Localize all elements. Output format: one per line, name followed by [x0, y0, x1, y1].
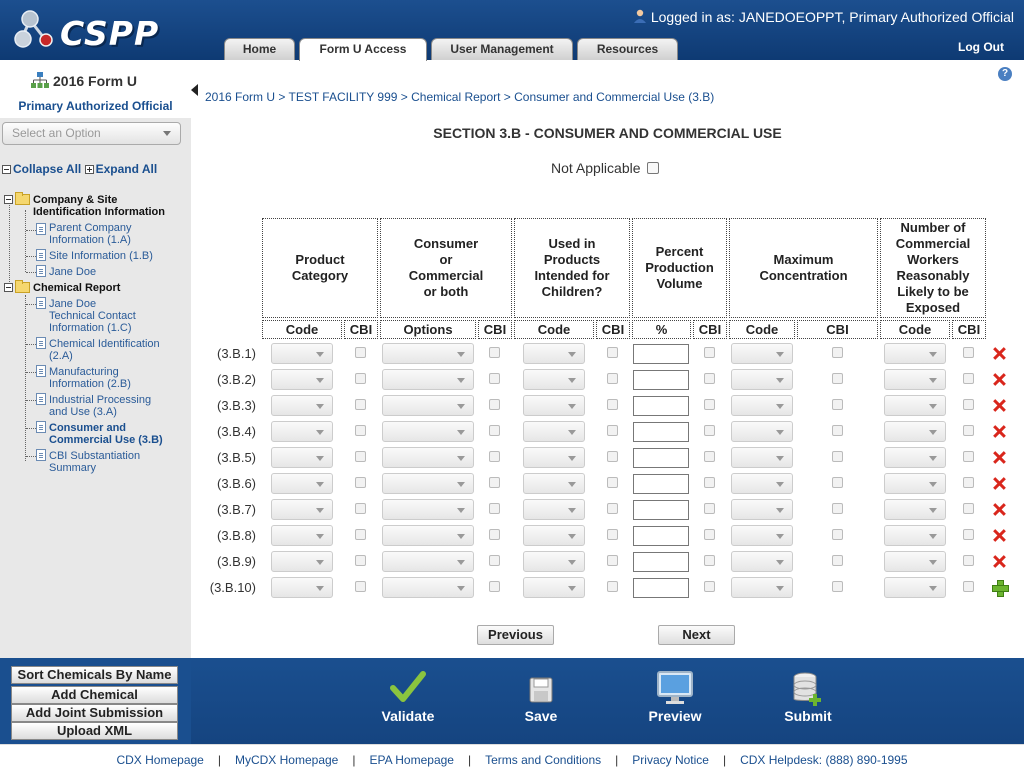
- cspp-logo: [14, 8, 160, 53]
- consumer-commercial-select[interactable]: [382, 499, 474, 520]
- delete-row-icon[interactable]: [993, 399, 1006, 412]
- percent-volume-input[interactable]: [633, 552, 689, 572]
- not-applicable-checkbox[interactable]: [647, 162, 659, 174]
- max-concentration-cbi-checkbox[interactable]: [832, 425, 843, 436]
- document-icon: [36, 393, 46, 405]
- tree-item-consumer-commercial-use[interactable]: [49, 422, 163, 446]
- percent-volume-input[interactable]: [633, 344, 689, 364]
- collapse-icon[interactable]: [4, 283, 13, 292]
- percent-volume-cbi-checkbox[interactable]: [704, 347, 715, 358]
- form-title-text: 2016 Form U: [53, 73, 138, 89]
- delete-row-icon[interactable]: [993, 373, 1006, 386]
- link-separator: |: [467, 753, 472, 767]
- document-icon: [36, 297, 46, 309]
- percent-volume-input[interactable]: [633, 526, 689, 546]
- user-role: Primary Authorized Official: [18, 99, 173, 113]
- consumer-commercial-select[interactable]: [382, 447, 474, 468]
- option-select-placeholder: Select an Option: [12, 126, 101, 140]
- delete-row-icon[interactable]: [993, 529, 1006, 542]
- max-concentration-select[interactable]: [731, 577, 793, 598]
- product-category-select[interactable]: [271, 343, 333, 364]
- page-title: SECTION 3.B - CONSUMER AND COMMERCIAL USE: [433, 125, 782, 141]
- children-products-select[interactable]: [523, 421, 585, 442]
- link-separator: |: [217, 753, 221, 767]
- max-concentration-select[interactable]: [731, 343, 793, 364]
- workers-exposed-cbi-checkbox[interactable]: [963, 503, 974, 514]
- workers-exposed-cbi-checkbox[interactable]: [963, 451, 974, 462]
- percent-volume-input[interactable]: [633, 500, 689, 520]
- children-products-cbi-checkbox[interactable]: [607, 477, 618, 488]
- submit-label: Submit: [784, 708, 832, 724]
- percent-volume-input[interactable]: [633, 396, 689, 416]
- row-label: (3.B.7): [216, 502, 256, 517]
- product-category-select[interactable]: [271, 525, 333, 546]
- tree-item-label: Summary: [49, 462, 97, 474]
- tree-item-label: Jane Doe: [49, 266, 97, 278]
- sub-cbi: CBI: [693, 320, 727, 339]
- max-concentration-select[interactable]: [731, 551, 793, 572]
- max-concentration-select[interactable]: [731, 395, 793, 416]
- tree-item-label: Information (1.A): [49, 234, 131, 246]
- consumer-commercial-select[interactable]: [382, 369, 474, 390]
- add-joint-submission-button[interactable]: Add Joint Submission: [11, 704, 178, 722]
- percent-volume-input[interactable]: [633, 422, 689, 442]
- upload-xml-button[interactable]: Upload XML: [11, 722, 178, 740]
- sidebar-collapse-icon[interactable]: [191, 84, 198, 96]
- tree-item-technical-contact[interactable]: [49, 298, 136, 334]
- next-button[interactable]: Next: [658, 625, 735, 645]
- previous-button[interactable]: Previous: [477, 625, 554, 645]
- max-concentration-cbi-checkbox[interactable]: [832, 347, 843, 358]
- footer-links: [0, 744, 1024, 775]
- product-category-cbi-checkbox[interactable]: [355, 529, 366, 540]
- sub-code: Code: [880, 320, 950, 339]
- product-category-select[interactable]: [271, 421, 333, 442]
- tab-home[interactable]: Home: [224, 38, 295, 60]
- tree-item-label: (2.A): [49, 350, 73, 362]
- column-title-line: Maximum: [773, 252, 834, 267]
- max-concentration-cbi-checkbox[interactable]: [832, 399, 843, 410]
- folder-icon: [15, 194, 30, 205]
- tree-item-cbi-substantiation[interactable]: [49, 450, 140, 474]
- footer-link[interactable]: CDX Homepage: [116, 753, 204, 767]
- col-product-category: [262, 218, 378, 318]
- document-icon: [36, 223, 46, 235]
- percent-volume-input[interactable]: [633, 370, 689, 390]
- tab-resources[interactable]: Resources: [577, 38, 678, 60]
- monitor-icon: [657, 671, 693, 705]
- children-products-select[interactable]: [523, 525, 585, 546]
- column-title-line: Commercial: [895, 236, 971, 251]
- children-products-cbi-checkbox[interactable]: [607, 425, 618, 436]
- consumer-commercial-cbi-checkbox[interactable]: [489, 373, 500, 384]
- checkmark-icon: [390, 670, 426, 704]
- max-concentration-select[interactable]: [731, 525, 793, 546]
- tree-group-company-site-label[interactable]: [33, 194, 165, 218]
- not-applicable: [551, 160, 641, 176]
- children-products-cbi-checkbox[interactable]: [607, 503, 618, 514]
- percent-volume-cbi-checkbox[interactable]: [704, 581, 715, 592]
- tree-group-chemical-report-label[interactable]: [33, 282, 120, 294]
- product-category-cbi-checkbox[interactable]: [355, 451, 366, 462]
- tree-item-label: and Use (3.A): [49, 406, 117, 418]
- consumer-commercial-select[interactable]: [382, 525, 474, 546]
- workers-exposed-cbi-checkbox[interactable]: [963, 477, 974, 488]
- sub-cbi: CBI: [478, 320, 512, 339]
- workers-exposed-cbi-checkbox[interactable]: [963, 399, 974, 410]
- product-category-cbi-checkbox[interactable]: [355, 425, 366, 436]
- breadcrumb: 2016 Form U > TEST FACILITY 999 > Chemical Report > Consumer and Commercial Use (3.B): [205, 90, 715, 104]
- product-category-select[interactable]: [271, 551, 333, 572]
- collapse-icon[interactable]: [2, 165, 11, 174]
- col-consumer-commercial: [380, 218, 512, 318]
- children-products-select[interactable]: [523, 473, 585, 494]
- children-products-select[interactable]: [523, 395, 585, 416]
- consumer-commercial-cbi-checkbox[interactable]: [489, 477, 500, 488]
- children-products-select[interactable]: [523, 447, 585, 468]
- consumer-commercial-cbi-checkbox[interactable]: [489, 555, 500, 566]
- column-title-line: Workers: [907, 252, 959, 267]
- document-icon: [36, 249, 46, 261]
- column-title-line: Intended for: [534, 268, 610, 283]
- logo-text: CSPP: [60, 14, 160, 53]
- sort-chemicals-button[interactable]: Sort Chemicals By Name: [11, 666, 178, 684]
- percent-volume-cbi-checkbox[interactable]: [704, 425, 715, 436]
- delete-row-icon[interactable]: [993, 451, 1006, 464]
- sub-cbi: CBI: [797, 320, 878, 339]
- tree-item-parent-company[interactable]: [49, 222, 132, 246]
- children-products-cbi-checkbox[interactable]: [607, 555, 618, 566]
- logged-in-label: Logged in as:: [650, 9, 735, 25]
- workers-exposed-select[interactable]: [884, 343, 946, 364]
- product-category-select[interactable]: [271, 577, 333, 598]
- link-separator: |: [722, 753, 727, 767]
- column-title-line: Likely to be: [897, 284, 969, 299]
- product-category-cbi-checkbox[interactable]: [355, 581, 366, 592]
- children-products-select[interactable]: [523, 369, 585, 390]
- product-category-cbi-checkbox[interactable]: [355, 347, 366, 358]
- document-icon: [36, 421, 46, 433]
- collapse-icon[interactable]: [4, 195, 13, 204]
- max-concentration-cbi-checkbox[interactable]: [832, 373, 843, 384]
- percent-volume-cbi-checkbox[interactable]: [704, 399, 715, 410]
- product-category-select[interactable]: [271, 499, 333, 520]
- column-title-line: Percent: [655, 244, 704, 259]
- sub-cbi: CBI: [596, 320, 630, 339]
- max-concentration-cbi-checkbox[interactable]: [832, 529, 843, 540]
- footer-link[interactable]: Privacy Notice: [632, 753, 709, 767]
- row-label: (3.B.1): [216, 346, 256, 361]
- workers-exposed-select[interactable]: [884, 369, 946, 390]
- option-select[interactable]: [2, 122, 181, 145]
- logout-link[interactable]: Log Out: [958, 40, 1004, 54]
- consumer-commercial-cbi-checkbox[interactable]: [489, 503, 500, 514]
- row-label: (3.B.3): [216, 398, 256, 413]
- children-products-cbi-checkbox[interactable]: [607, 399, 618, 410]
- col-max-concentration: [729, 218, 878, 318]
- consumer-commercial-cbi-checkbox[interactable]: [489, 347, 500, 358]
- sub-code: Code: [514, 320, 594, 339]
- tree-item-label: Information (1.C): [49, 322, 132, 334]
- max-concentration-select[interactable]: [731, 473, 793, 494]
- row-label: (3.B.4): [216, 424, 256, 439]
- link-separator: |: [352, 753, 356, 767]
- sidebar-actions: [0, 658, 191, 744]
- save-button[interactable]: [491, 658, 591, 744]
- tree-group-chemical-report[interactable]: [4, 282, 31, 294]
- workers-exposed-select[interactable]: [884, 395, 946, 416]
- tree-item-site-information[interactable]: [49, 250, 153, 262]
- column-title: [292, 252, 348, 284]
- tree-item-jane-doe[interactable]: [49, 266, 96, 278]
- consumer-commercial-select[interactable]: [382, 343, 474, 364]
- document-icon: [36, 337, 46, 349]
- tree-group-label: Identification Information: [33, 206, 165, 218]
- consumer-commercial-cbi-checkbox[interactable]: [489, 529, 500, 540]
- percent-volume-cbi-checkbox[interactable]: [704, 529, 715, 540]
- product-category-select[interactable]: [271, 473, 333, 494]
- row-label: (3.B.9): [216, 554, 256, 569]
- children-products-select[interactable]: [523, 343, 585, 364]
- row-label: (3.B.6): [216, 476, 256, 491]
- column-title: [534, 236, 609, 300]
- workers-exposed-cbi-checkbox[interactable]: [963, 581, 974, 592]
- product-category-select[interactable]: [271, 395, 333, 416]
- collapse-all-link[interactable]: Collapse All: [13, 162, 82, 176]
- children-products-select[interactable]: [523, 551, 585, 572]
- column-title-line: Production: [645, 260, 714, 275]
- percent-volume-cbi-checkbox[interactable]: [704, 451, 715, 462]
- column-title-line: Children?: [541, 284, 603, 299]
- percent-volume-input[interactable]: [633, 448, 689, 468]
- children-products-select[interactable]: [523, 577, 585, 598]
- column-title-line: Category: [291, 268, 349, 283]
- sub-percent: %: [632, 320, 691, 339]
- footer-link[interactable]: MyCDX Homepage: [234, 753, 339, 767]
- column-title-line: Concentration: [759, 268, 848, 283]
- sidebar: [0, 60, 191, 658]
- delete-row-icon[interactable]: [993, 503, 1006, 516]
- add-row-icon[interactable]: [992, 580, 1007, 595]
- org-chart-icon: [31, 72, 49, 88]
- max-concentration-select[interactable]: [731, 447, 793, 468]
- validate-button[interactable]: [358, 658, 458, 744]
- tree-group-label: Chemical Report: [33, 282, 121, 294]
- sub-cbi: CBI: [344, 320, 378, 339]
- submit-button[interactable]: [758, 658, 858, 744]
- column-title-line: Volume: [656, 276, 703, 291]
- folder-icon: [15, 282, 30, 293]
- database-add-icon: [793, 672, 823, 706]
- validate-label: Validate: [381, 708, 435, 724]
- column-title-line: Used in: [548, 236, 596, 251]
- children-products-cbi-checkbox[interactable]: [607, 373, 618, 384]
- workers-exposed-select[interactable]: [884, 473, 946, 494]
- help-icon[interactable]: ?: [998, 67, 1012, 81]
- column-title: [896, 220, 970, 316]
- consumer-commercial-select[interactable]: [382, 421, 474, 442]
- consumer-commercial-select[interactable]: [382, 473, 474, 494]
- preview-button[interactable]: [625, 658, 725, 744]
- tree-item-manufacturing[interactable]: [49, 366, 131, 390]
- percent-volume-cbi-checkbox[interactable]: [704, 373, 715, 384]
- consumer-commercial-cbi-checkbox[interactable]: [489, 451, 500, 462]
- column-title: [759, 252, 847, 284]
- children-products-cbi-checkbox[interactable]: [607, 347, 618, 358]
- delete-row-icon[interactable]: [993, 425, 1006, 438]
- consumer-commercial-select[interactable]: [382, 395, 474, 416]
- max-concentration-select[interactable]: [731, 499, 793, 520]
- percent-volume-input[interactable]: [633, 578, 689, 598]
- column-title-line: or both: [423, 284, 469, 299]
- children-products-cbi-checkbox[interactable]: [607, 451, 618, 462]
- footer-link[interactable]: CDX Helpdesk: (888) 890-1995: [740, 753, 908, 767]
- max-concentration-cbi-checkbox[interactable]: [832, 477, 843, 488]
- sidebar-header: [0, 60, 191, 118]
- column-title-line: or: [439, 252, 453, 267]
- link-separator: |: [615, 753, 619, 767]
- tree-item-label: Parent Company: [49, 222, 132, 234]
- tree-group-label: Company & Site: [33, 194, 118, 206]
- column-title: [409, 236, 483, 300]
- tab-user-management[interactable]: User Management: [431, 38, 573, 60]
- column-title-line: Commercial: [408, 268, 484, 283]
- max-concentration-select[interactable]: [731, 369, 793, 390]
- sub-options: Options: [380, 320, 476, 339]
- tab-form-u-access[interactable]: Form U Access: [299, 38, 427, 61]
- delete-row-icon[interactable]: [993, 477, 1006, 490]
- tree-item-label: Consumer and: [49, 422, 127, 434]
- sub-cbi: CBI: [952, 320, 986, 339]
- preview-label: Preview: [648, 708, 702, 724]
- column-title-line: Consumer: [413, 236, 479, 251]
- tree-item-label: CBI Substantiation: [49, 450, 141, 462]
- user-icon: [633, 9, 647, 23]
- delete-row-icon[interactable]: [993, 347, 1006, 360]
- tree-controls: [2, 162, 157, 176]
- tree-item-label: Industrial Processing: [49, 394, 152, 406]
- workers-exposed-cbi-checkbox[interactable]: [963, 373, 974, 384]
- row-label: (3.B.8): [216, 528, 256, 543]
- tree-item-label: Manufacturing: [49, 366, 119, 378]
- column-title-line: Number of: [900, 220, 966, 235]
- children-products-cbi-checkbox[interactable]: [607, 581, 618, 592]
- max-concentration-select[interactable]: [731, 421, 793, 442]
- children-products-cbi-checkbox[interactable]: [607, 529, 618, 540]
- tree-item-industrial-processing[interactable]: [49, 394, 151, 418]
- consumer-commercial-select[interactable]: [382, 551, 474, 572]
- product-category-select[interactable]: [271, 447, 333, 468]
- sub-code: Code: [262, 320, 342, 339]
- form-title: [31, 72, 137, 89]
- document-icon: [36, 265, 46, 277]
- col-percent-volume: [632, 218, 727, 318]
- column-title-line: Product: [295, 252, 345, 267]
- document-icon: [36, 449, 46, 461]
- workers-exposed-select[interactable]: [884, 577, 946, 598]
- workers-exposed-cbi-checkbox[interactable]: [963, 425, 974, 436]
- tree-item-label: Chemical Identification: [49, 338, 160, 350]
- document-icon: [36, 365, 46, 377]
- children-products-select[interactable]: [523, 499, 585, 520]
- logged-in-status: [633, 9, 1014, 25]
- percent-volume-cbi-checkbox[interactable]: [704, 477, 715, 488]
- expand-icon[interactable]: [85, 165, 94, 174]
- consumer-commercial-cbi-checkbox[interactable]: [489, 581, 500, 592]
- row-label: (3.B.5): [216, 450, 256, 465]
- not-applicable-label: Not Applicable: [551, 160, 641, 176]
- consumer-commercial-cbi-checkbox[interactable]: [489, 425, 500, 436]
- tree-item-label: Information (2.B): [49, 378, 131, 390]
- col-workers-exposed: [880, 218, 986, 318]
- tree-item-label: Site Information (1.B): [49, 250, 153, 262]
- consumer-commercial-cbi-checkbox[interactable]: [489, 399, 500, 410]
- row-label: (3.B.2): [216, 372, 256, 387]
- logged-in-user: JANEDOEOPPT, Primary Authorized Official: [738, 9, 1014, 25]
- column-title-line: Exposed: [905, 300, 961, 315]
- delete-row-icon[interactable]: [993, 555, 1006, 568]
- workers-exposed-select[interactable]: [884, 551, 946, 572]
- tree-item-label: Technical Contact: [49, 310, 136, 322]
- workers-exposed-select[interactable]: [884, 499, 946, 520]
- column-title-line: Reasonably: [896, 268, 970, 283]
- max-concentration-cbi-checkbox[interactable]: [832, 555, 843, 566]
- product-category-cbi-checkbox[interactable]: [355, 373, 366, 384]
- tree-item-label: Commercial Use (3.B): [49, 434, 163, 446]
- floppy-disk-icon: [529, 677, 553, 703]
- product-category-cbi-checkbox[interactable]: [355, 503, 366, 514]
- product-category-cbi-checkbox[interactable]: [355, 477, 366, 488]
- max-concentration-cbi-checkbox[interactable]: [832, 503, 843, 514]
- workers-exposed-cbi-checkbox[interactable]: [963, 555, 974, 566]
- row-label: (3.B.10): [209, 580, 256, 595]
- footer-link[interactable]: EPA Homepage: [369, 753, 454, 767]
- product-category-select[interactable]: [271, 369, 333, 390]
- column-title-line: Products: [543, 252, 601, 267]
- percent-volume-cbi-checkbox[interactable]: [704, 555, 715, 566]
- column-title: [645, 244, 714, 292]
- consumer-commercial-select[interactable]: [382, 577, 474, 598]
- action-bar: [191, 658, 1024, 744]
- expand-all-link[interactable]: Expand All: [95, 162, 158, 176]
- product-category-cbi-checkbox[interactable]: [355, 399, 366, 410]
- save-label: Save: [524, 708, 558, 724]
- add-chemical-button[interactable]: Add Chemical: [11, 686, 178, 704]
- tree-item-chemical-identification[interactable]: [49, 338, 160, 362]
- chevron-down-icon: [163, 131, 171, 136]
- footer-link[interactable]: Terms and Conditions: [485, 753, 602, 767]
- workers-exposed-select[interactable]: [884, 525, 946, 546]
- workers-exposed-cbi-checkbox[interactable]: [963, 347, 974, 358]
- max-concentration-cbi-checkbox[interactable]: [832, 581, 843, 592]
- workers-exposed-cbi-checkbox[interactable]: [963, 529, 974, 540]
- tree-group-company-site[interactable]: [4, 194, 31, 206]
- percent-volume-input[interactable]: [633, 474, 689, 494]
- sub-code: Code: [729, 320, 795, 339]
- tree-item-label: Jane Doe: [49, 298, 97, 310]
- max-concentration-cbi-checkbox[interactable]: [832, 451, 843, 462]
- col-used-children: [514, 218, 630, 318]
- workers-exposed-select[interactable]: [884, 447, 946, 468]
- percent-volume-cbi-checkbox[interactable]: [704, 503, 715, 514]
- product-category-cbi-checkbox[interactable]: [355, 555, 366, 566]
- app-header: [0, 0, 1024, 60]
- workers-exposed-select[interactable]: [884, 421, 946, 442]
